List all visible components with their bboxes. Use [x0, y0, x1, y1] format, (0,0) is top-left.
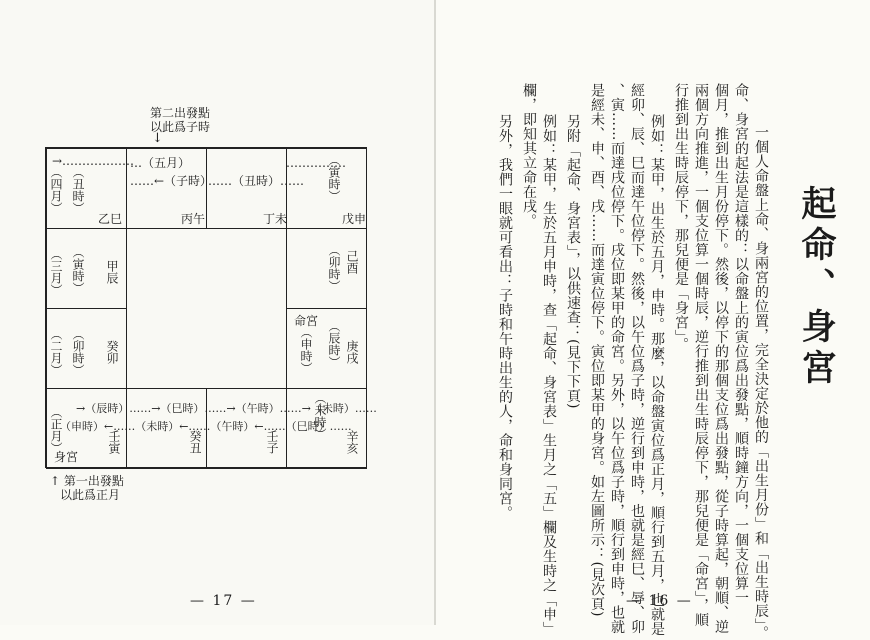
text-column-11: 例如：某甲，生於五月申時，查「起命、身宮表」生月之「五」欄及生時之「申」 — [541, 114, 557, 636]
flow-bottom-row1: →（辰時）……→（巳時）……→（午時）……→（未時）…… — [76, 402, 377, 415]
text-column-2: 命、身宮的起法是這樣的：以命盤上的寅位爲出發點，順時鐘方向，一個支位算一 — [733, 83, 749, 605]
flow-zishi: ……←（子時） — [130, 174, 213, 188]
flow-choushi-left: （丑時） — [71, 166, 85, 214]
label-yisi: 乙巳 — [98, 212, 123, 226]
label-xinhai: 辛亥 — [345, 430, 359, 454]
text-column-8: 、寅……而達戌位停下。戌位即某甲的命宮。另外，以午位爲子時，順行到申時，也就 — [609, 83, 625, 634]
text-column-12: 欄，即知其立命在戌。 — [521, 83, 537, 228]
ming-gong-shenshi: （申時） — [299, 326, 313, 374]
down-arrow-icon: ↓ — [152, 131, 163, 146]
flow-siyue: （四月） — [49, 166, 63, 214]
first-start-caption: ↑ 第一出發點 以此爲正月 — [50, 474, 124, 502]
text-column-1: 一個人命盤上命、身兩宮的位置，完全決定於他的「出生月份」和「出生時辰」。 — [753, 125, 769, 640]
flow-sanyue: （三月） — [49, 248, 63, 296]
section-title: 起命、身宮 — [796, 185, 837, 390]
text-column-9: 是經未、申、酉、戌……而達寅位停下。寅位即某甲的身宮。如左圖所示：(見次頁) — [589, 83, 605, 617]
page-number: — 17 — — [190, 593, 257, 609]
page-17 — [0, 0, 434, 625]
flow-zhengyue: （正月） — [49, 406, 63, 454]
label-jiachen: 甲辰 — [105, 260, 119, 284]
text-column-4: 兩個方向推進，一個支位算一個時辰，逆行推到出生時辰停下，那兒便是「命宮」，順 — [693, 83, 709, 627]
flow-eryue: （二月） — [49, 328, 63, 376]
text-column-13: 另外，我們一眼就可看出：子時和午時出生的人，命和身同宮。 — [497, 114, 513, 520]
flow-chenshi-right: （辰時） — [327, 320, 341, 368]
text-column-10: 另附「起命、身宮表」，以供速查：(見下下頁) — [565, 114, 581, 409]
flow-bottom-row2: （申時）←……（未時）←……（午時）←……（巳時）…… — [60, 420, 352, 433]
ming-gong-label: 命宮 — [294, 314, 319, 328]
label-bingwu: 丙午 — [181, 212, 206, 226]
page-number: — 16 — — [626, 593, 693, 609]
label-jiyou: 己酉 — [345, 250, 359, 274]
label-guichou: 癸丑 — [188, 430, 202, 454]
shen-gong-label: 身宮 — [54, 450, 79, 464]
label-dingwei: 丁未 — [263, 212, 288, 226]
flow-wuyue: …（五月） — [130, 156, 191, 170]
book-gutter — [434, 0, 436, 625]
text-column-5: 行推到出生時辰停下，那兒便是「身宮」。 — [673, 83, 689, 352]
text-column-3: 個月，推到出生月份停下。然後，以停下的那個支位爲出發點，從子時算起，朝順、逆 — [713, 83, 729, 634]
page-16 — [436, 0, 870, 640]
flow-choushi: ……（丑時）…… — [208, 174, 305, 188]
label-renyin: 壬寅 — [107, 430, 121, 454]
flow-yinshi-left: （寅時） — [71, 246, 85, 294]
text-column-6: 例如：某甲，出生於五月，申時。那麼，以命盤寅位爲正月，順行到五月，也就是 — [649, 114, 665, 636]
label-renzi: 壬子 — [265, 430, 279, 454]
second-start-caption: 第二出發點 以此爲子時 — [150, 106, 211, 134]
flow-top-dots: …………… — [286, 156, 346, 170]
flow-maoshi-right: （卯時） — [327, 244, 341, 292]
flow-weishi-right: （未時） — [313, 392, 327, 440]
label-gengxu: 庚戌 — [345, 340, 359, 364]
label-guimao: 癸卯 — [105, 340, 119, 364]
text-column-7: 經卯、辰、巳而達午位停下。然後，以午位爲子時，逆行到申時，也就是經巳、辱、卯 — [629, 83, 645, 634]
label-wushen: 戊申 — [342, 212, 367, 226]
ming-pan-diagram — [45, 147, 377, 468]
flow-yinshi-right: （寅時） — [327, 154, 341, 202]
flow-top-arrow: →……………… — [52, 154, 135, 168]
flow-maoshi-left: （卯時） — [71, 328, 85, 376]
